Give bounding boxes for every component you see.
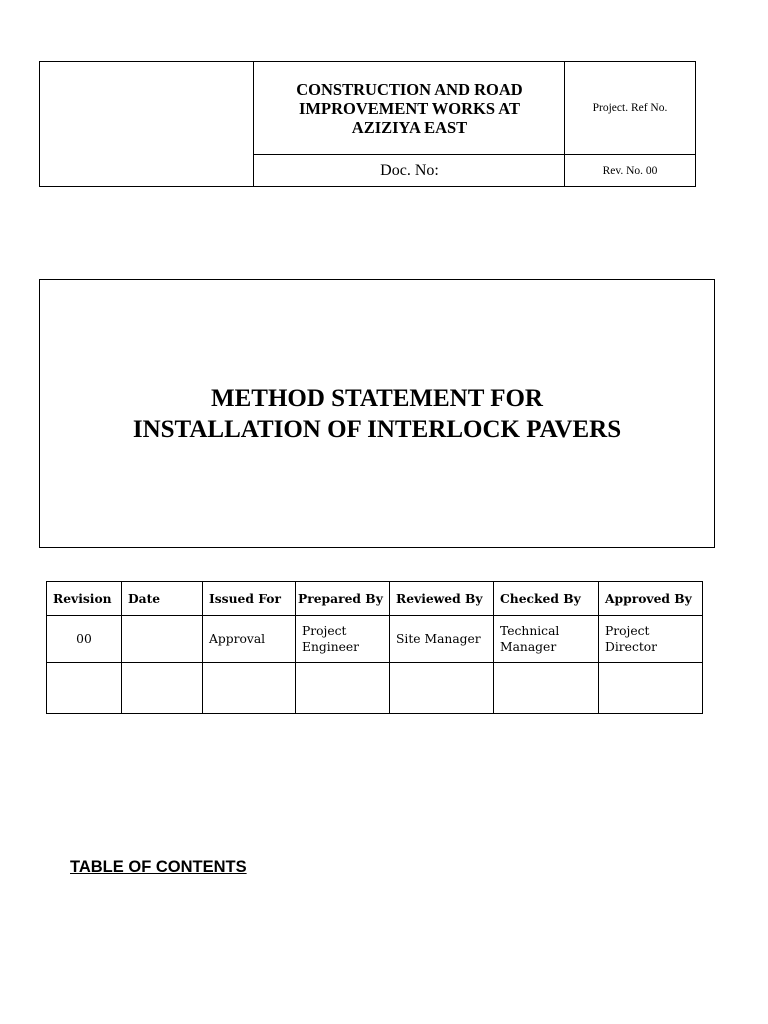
empty-cell bbox=[296, 663, 390, 714]
project-ref-label: Project. Ref No. bbox=[592, 102, 668, 114]
checked-by-line: Technical bbox=[500, 624, 560, 638]
project-title-line: CONSTRUCTION AND ROAD bbox=[296, 79, 523, 99]
approved-by-line: Project bbox=[605, 624, 650, 638]
table-header-cell: Issued For bbox=[203, 582, 296, 616]
doc-no-label: Doc. No: bbox=[380, 161, 439, 179]
prepared-by-line: Project bbox=[302, 624, 347, 638]
document-title-line: INSTALLATION OF INTERLOCK PAVERS bbox=[132, 415, 622, 443]
project-title-line: IMPROVEMENT WORKS AT bbox=[299, 98, 520, 118]
empty-cell bbox=[122, 663, 203, 714]
prepared-by-cell bbox=[296, 616, 390, 663]
empty-cell bbox=[203, 663, 296, 714]
project-title bbox=[254, 62, 565, 154]
document-title-line: METHOD STATEMENT FOR bbox=[211, 384, 543, 412]
table-header-cell: Reviewed By bbox=[390, 582, 494, 616]
table-header-row bbox=[47, 582, 703, 616]
revision-table bbox=[46, 581, 703, 714]
table-row bbox=[47, 616, 703, 663]
empty-cell bbox=[599, 663, 703, 714]
revision-cell: 00 bbox=[47, 616, 122, 663]
document-title bbox=[133, 383, 621, 445]
table-row bbox=[47, 663, 703, 714]
empty-cell bbox=[390, 663, 494, 714]
table-header-cell: Checked By bbox=[494, 582, 599, 616]
empty-cell bbox=[494, 663, 599, 714]
table-header-cell: Prepared By bbox=[296, 582, 390, 616]
empty-cell bbox=[47, 663, 122, 714]
date-cell bbox=[122, 616, 203, 663]
checked-by-cell bbox=[494, 616, 599, 663]
table-header-cell: Revision bbox=[47, 582, 122, 616]
toc-heading: TABLE OF CONTENTS bbox=[70, 858, 247, 876]
checked-by-line: Manager bbox=[500, 640, 557, 654]
reviewed-by-cell: Site Manager bbox=[390, 616, 494, 663]
table-header-cell: Date bbox=[122, 582, 203, 616]
prepared-by-line: Engineer bbox=[302, 640, 360, 654]
title-box bbox=[39, 279, 715, 548]
approved-by-line: Director bbox=[605, 640, 658, 654]
approved-by-cell bbox=[599, 616, 703, 663]
project-title-line: AZIZIYA EAST bbox=[351, 117, 468, 137]
rev-no-label: Rev. No. 00 bbox=[602, 164, 658, 177]
table-header-cell: Approved By bbox=[599, 582, 703, 616]
issued-for-cell: Approval bbox=[203, 616, 296, 663]
